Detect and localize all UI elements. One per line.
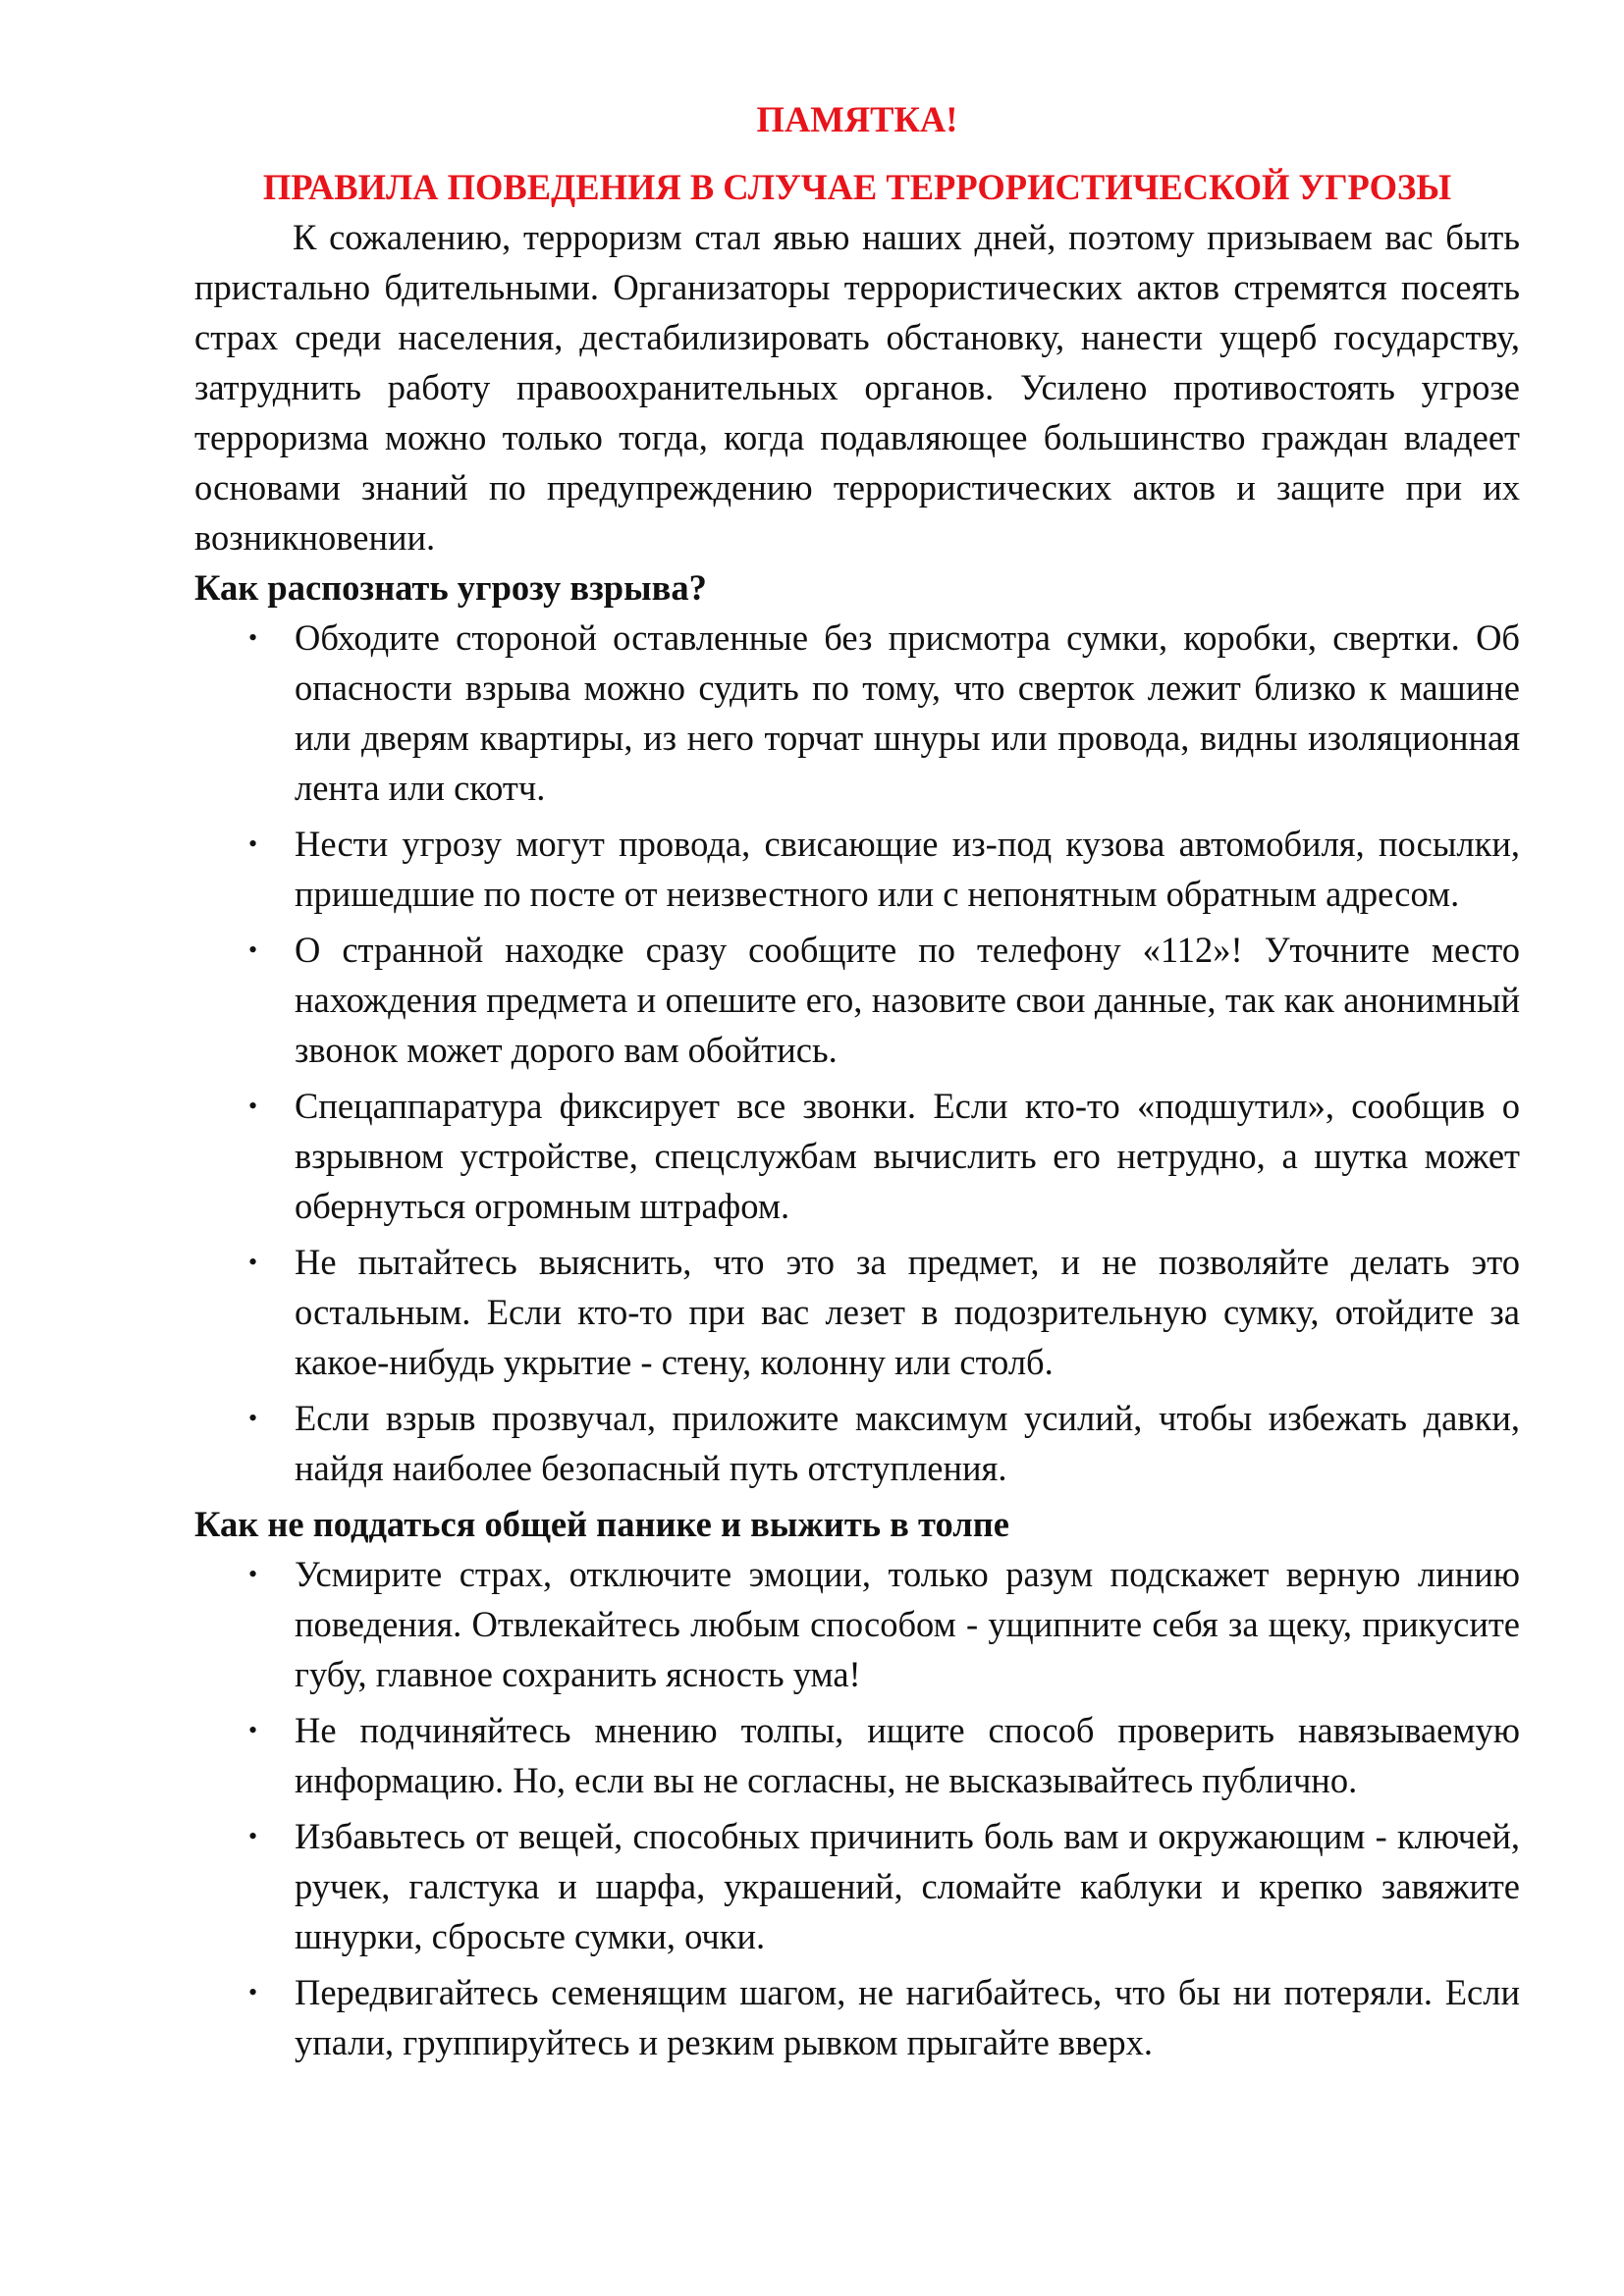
list-item-text: Если взрыв прозвучал, приложите максимум усилий, чтобы избежать давки, найдя наиболее безопасный путь отступления. <box>295 1398 1520 1488</box>
list-item <box>194 1967 1520 2067</box>
bullet-icon: • <box>248 1404 258 1432</box>
document-page <box>194 94 1520 2073</box>
list-item <box>194 925 1520 1075</box>
list-item-text: Спецаппаратура фиксирует все звонки. Если кто-то «подшутил», сообщив о взрывном устройстве, спецслужбам вычислить его нетрудно, а шутка может обернуться огромным штрафом. <box>295 1086 1520 1226</box>
list-item-text: Обходите стороной оставленные без присмотра сумки, коробки, свертки. Об опасности взрыва можно судить по тому, что сверток лежит близко к машине или дверям квартиры, из него торчат шнуры или провода, видны изоляционная лента или скотч. <box>295 617 1520 808</box>
document-subtitle: ПРАВИЛА ПОВЕДЕНИЯ В СЛУЧАЕ ТЕРРОРИСТИЧЕСКОЙ УГРОЗЫ <box>262 167 1452 207</box>
bullet-icon: • <box>248 1092 258 1120</box>
list-item-text: О странной находке сразу сообщите по телефону «112»! Уточните место нахождения предмета и опешите его, назовите свои данные, так как анонимный звонок может дорого вам обойтись. <box>295 930 1520 1070</box>
list-item-text: Передвигайтесь семенящим шагом, не нагибайтесь, что бы ни потеряли. Если упали, группируйтесь и резким рывком прыгайте вверх. <box>295 1972 1520 2062</box>
list-item <box>194 1081 1520 1231</box>
intro-paragraph: К сожалению, терроризм стал явью наших дней, поэтому призываем вас быть пристально бдительными. Организаторы террористических актов стремятся посеять страх среди населения, дестабилизировать обстановку, нанести ущерб государству, затруднить работу правоохранительных органов. Усилено противостоять угрозе терроризма можно только тогда, когда подавляющее большинство граждан владеет основами знаний по предупреждению террористических актов и защите при их возникновении. <box>194 217 1520 558</box>
list-item-text: Не пытайтесь выяснить, что это за предмет, и не позволяйте делать это остальным. Если кто-то при вас лезет в подозрительную сумку, отойдите за какое-нибудь укрытие - стену, колонну или столб. <box>295 1242 1520 1382</box>
bullet-list <box>194 613 1520 1493</box>
bullet-icon: • <box>248 1248 258 1276</box>
bullet-icon: • <box>248 1978 258 2006</box>
section-recognize-threat <box>194 562 1520 1493</box>
bullet-icon: • <box>248 1560 258 1588</box>
list-item-text: Избавьтесь от вещей, способных причинить боль вам и окружающим - ключей, ручек, галстука и шарфа, украшений, сломайте каблуки и крепко завяжите шнурки, сбросьте сумки, очки. <box>295 1816 1520 1956</box>
section-heading: Как распознать угрозу взрыва? <box>194 567 707 608</box>
list-item <box>194 1549 1520 1699</box>
bullet-icon: • <box>248 935 258 964</box>
list-item-text: Не подчиняйтесь мнению толпы, ищите способ проверить навязываемую информацию. Но, если вы не согласны, не высказывайтесь публично. <box>295 1710 1520 1800</box>
list-item <box>194 1811 1520 1961</box>
list-item <box>194 1393 1520 1493</box>
document-title: ПАМЯТКА! <box>756 99 958 139</box>
bullet-icon: • <box>248 623 258 652</box>
section-crowd-panic <box>194 1499 1520 2067</box>
section-heading: Как не поддаться общей панике и выжить в толпе <box>194 1504 1009 1544</box>
list-item <box>194 819 1520 919</box>
bullet-icon: • <box>248 1822 258 1850</box>
bullet-list <box>194 1549 1520 2067</box>
bullet-icon: • <box>248 829 258 858</box>
list-item <box>194 613 1520 813</box>
list-item <box>194 1705 1520 1805</box>
list-item-text: Усмирите страх, отключите эмоции, только разум подскажет верную линию поведения. Отвлекайтесь любым способом - ущипните себя за щеку, прикусите губу, главное сохранить ясность ума! <box>295 1554 1520 1694</box>
list-item-text: Нести угрозу могут провода, свисающие из-под кузова автомобиля, посылки, пришедшие по посте от неизвестного или с непонятным обратным адресом. <box>295 824 1520 914</box>
list-item <box>194 1237 1520 1387</box>
bullet-icon: • <box>248 1716 258 1744</box>
